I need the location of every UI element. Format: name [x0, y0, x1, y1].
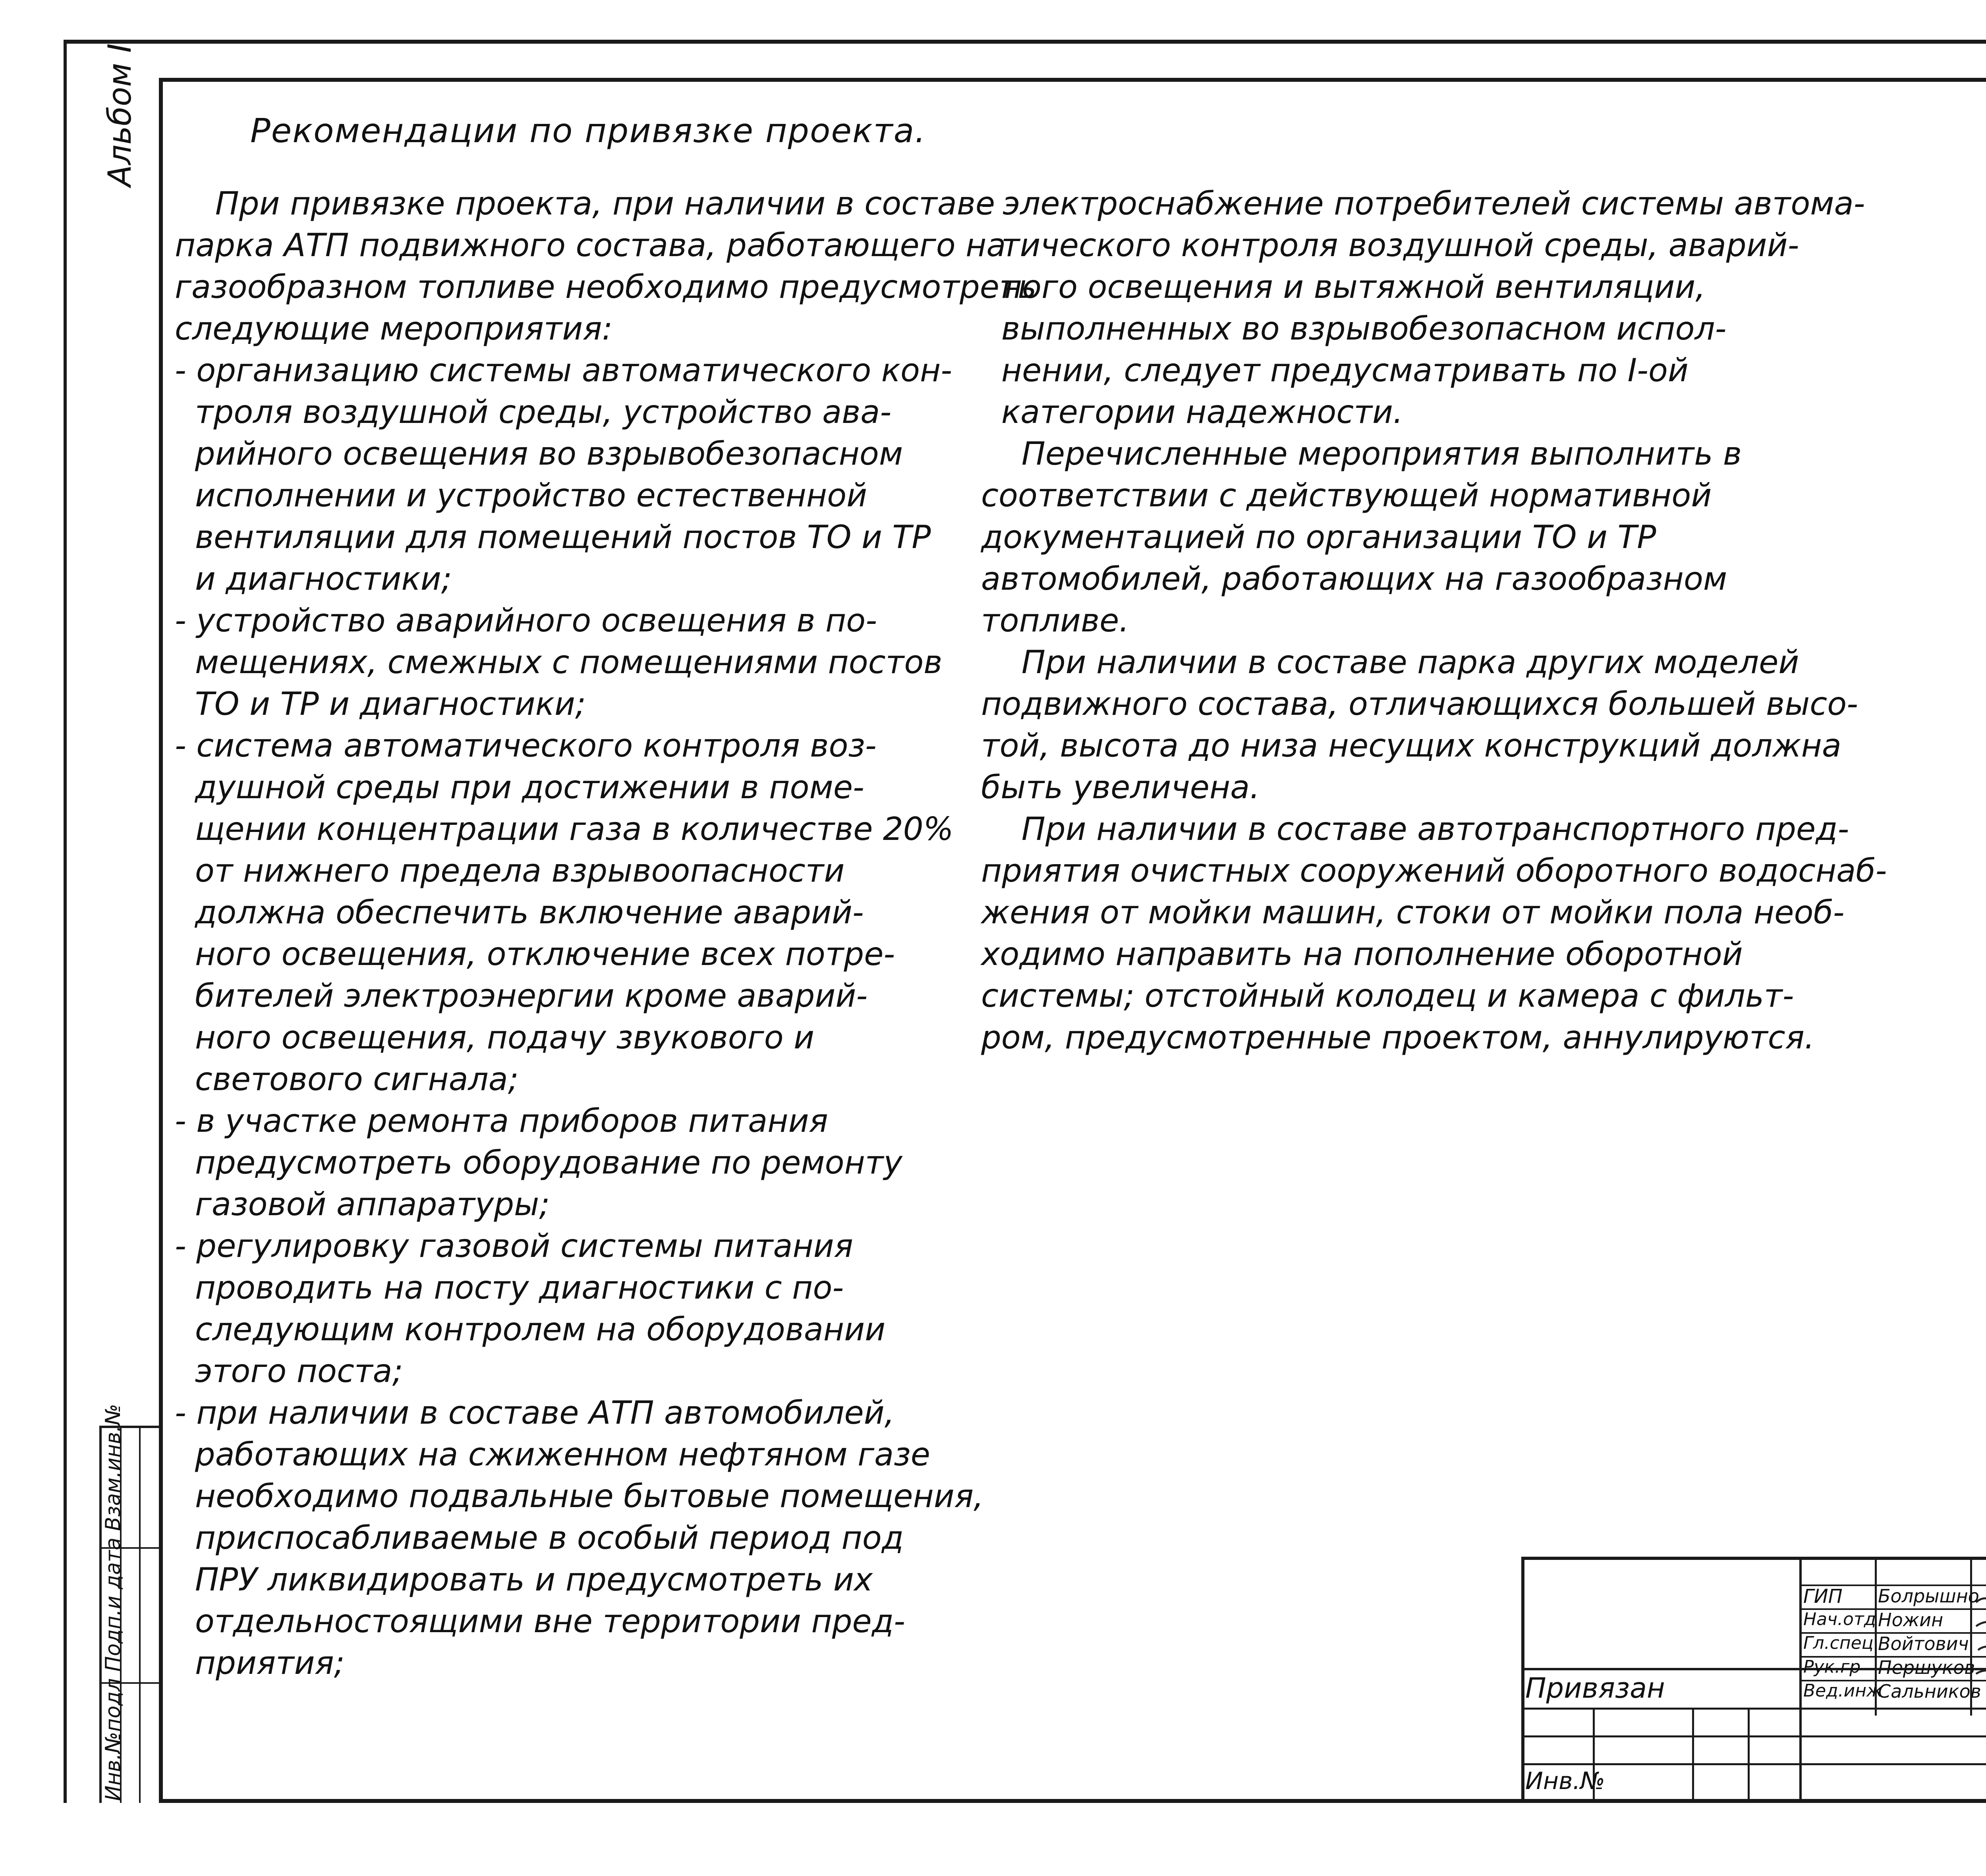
text-line: следующие мероприятия:	[175, 310, 613, 347]
text-line: душной среды при достижении в поме-	[175, 769, 864, 806]
text-line: мещениях, смежных с помещениями постов	[175, 644, 943, 681]
text-line: соответствии с действующей нормативной	[981, 477, 1712, 514]
text-line: системы; отстойный колодец и камера с фильт-	[981, 977, 1794, 1014]
text-line: той, высота до низа несущих конструкций должна	[981, 727, 1841, 764]
role-0: ГИП	[1803, 1585, 1843, 1608]
text-line: работающих на сжиженном нефтяном газе	[175, 1436, 930, 1473]
text-line: При привязке проекта, при наличии в составе	[175, 185, 995, 222]
text-line: - система автоматического контроля воз-	[175, 727, 877, 764]
left-text-column	[175, 183, 1037, 1684]
text-line: бителей электроэнергии кроме аварий-	[175, 977, 868, 1014]
role-1: Нач.отд	[1803, 1609, 1876, 1629]
top-border-line	[64, 40, 1986, 44]
text-line: ного освещения, подачу звукового и	[175, 1019, 815, 1056]
text-line: - в участке ремонта приборов питания	[175, 1102, 828, 1139]
text-line: - устройство аварийного освещения в по-	[175, 602, 877, 639]
text-line: подвижного состава, отличающихся большей высо-	[981, 685, 1858, 722]
text-line: ТО и ТР и диагностики;	[175, 685, 586, 722]
side-strip-text: Инв.№подл Подп.и дата Взам.инв.№	[101, 1404, 125, 1801]
text-line: ром, предусмотренные проектом, аннулируются.	[981, 1019, 1815, 1056]
inv-label: Инв.№	[1525, 1767, 1605, 1795]
text-line: - электроснабжение потребителей системы автома-	[981, 185, 1865, 222]
text-line: приятия очистных сооружений оборотного водоснаб-	[981, 852, 1887, 889]
text-line: При наличии в составе парка других моделей	[981, 644, 1799, 681]
name-1: Ножин	[1878, 1609, 1943, 1631]
text-line: от нижнего предела взрывоопасности	[175, 852, 845, 889]
signature-marks	[1972, 1586, 1986, 1686]
text-line: приспосабливаемые в особый период под	[175, 1519, 904, 1556]
text-line: светового сигнала;	[175, 1061, 519, 1098]
role-2: Гл.спец	[1803, 1633, 1874, 1653]
role-4: Вед.инж	[1803, 1681, 1882, 1701]
text-line: троля воздушной среды, устройство ава-	[175, 394, 892, 430]
text-line: и диагностики;	[175, 560, 452, 597]
text-line: необходимо подвальные бытовые помещения,	[175, 1478, 984, 1515]
bound-label: Привязан	[1525, 1672, 1665, 1704]
text-line: - при наличии в составе АТП автомобилей,	[175, 1394, 895, 1431]
text-line: ного освещения и вытяжной вентиляции,	[981, 268, 1706, 305]
text-line: тического контроля воздушной среды, аварий-	[981, 227, 1799, 264]
text-line: топливе.	[981, 602, 1129, 639]
left-border-line	[64, 40, 67, 1803]
text-line: нении, следует предусматривать по I-ой	[981, 352, 1688, 389]
text-line: рийного освещения во взрывобезопасном	[175, 435, 903, 472]
text-line: ного освещения, отключение всех потре-	[175, 936, 895, 973]
text-line: отдельностоящими вне территории пред-	[175, 1603, 905, 1640]
text-line: ПРУ ликвидировать и предусмотреть их	[175, 1561, 873, 1598]
text-line: - организацию системы автоматического кон-	[175, 352, 952, 389]
name-2: Войтович	[1878, 1633, 1969, 1654]
text-line: быть увеличена.	[981, 769, 1260, 806]
text-line: предусмотреть оборудование по ремонту	[175, 1144, 902, 1181]
page-heading: Рекомендации по привязке проекта.	[250, 111, 926, 150]
text-line: категории надежности.	[981, 394, 1403, 430]
text-line: выполненных во взрывобезопасном испол-	[981, 310, 1727, 347]
text-line: проводить на посту диагностики с по-	[175, 1269, 844, 1306]
text-line: - регулировку газовой системы питания	[175, 1228, 853, 1264]
text-line: ходимо направить на пополнение оборотной	[981, 936, 1743, 973]
text-line: приятия;	[175, 1644, 345, 1681]
right-text-column	[981, 183, 1887, 1058]
text-line: должна обеспечить включение аварий-	[175, 894, 864, 931]
text-line: этого поста;	[175, 1353, 403, 1390]
album-label: Альбом I	[101, 43, 138, 187]
text-line: щении концентрации газа в количестве 20%	[175, 811, 954, 847]
role-3: Рук.гр	[1803, 1657, 1861, 1677]
text-line: жения от мойки машин, стоки от мойки пола необ-	[981, 894, 1845, 931]
text-line: газообразном топливе необходимо предусмотреть	[175, 268, 1037, 305]
name-4: Сальников	[1878, 1681, 1981, 1702]
text-line: исполнении и устройство естественной	[175, 477, 867, 514]
text-line: вентиляции для помещений постов ТО и ТР	[175, 519, 931, 556]
text-line: следующим контролем на оборудовании	[175, 1311, 886, 1348]
name-3: Першуков	[1878, 1657, 1975, 1678]
text-line: парка АТП подвижного состава, работающего на	[175, 227, 1006, 264]
text-line: автомобилей, работающих на газообразном	[981, 560, 1727, 597]
text-line: Перечисленные мероприятия выполнить в	[981, 435, 1742, 472]
text-line: документацией по организации ТО и ТР	[981, 519, 1656, 556]
text-line: газовой аппаратуры;	[175, 1186, 550, 1223]
name-0: Болрышно	[1878, 1585, 1979, 1607]
text-line: При наличии в составе автотранспортного пред-	[981, 811, 1849, 847]
